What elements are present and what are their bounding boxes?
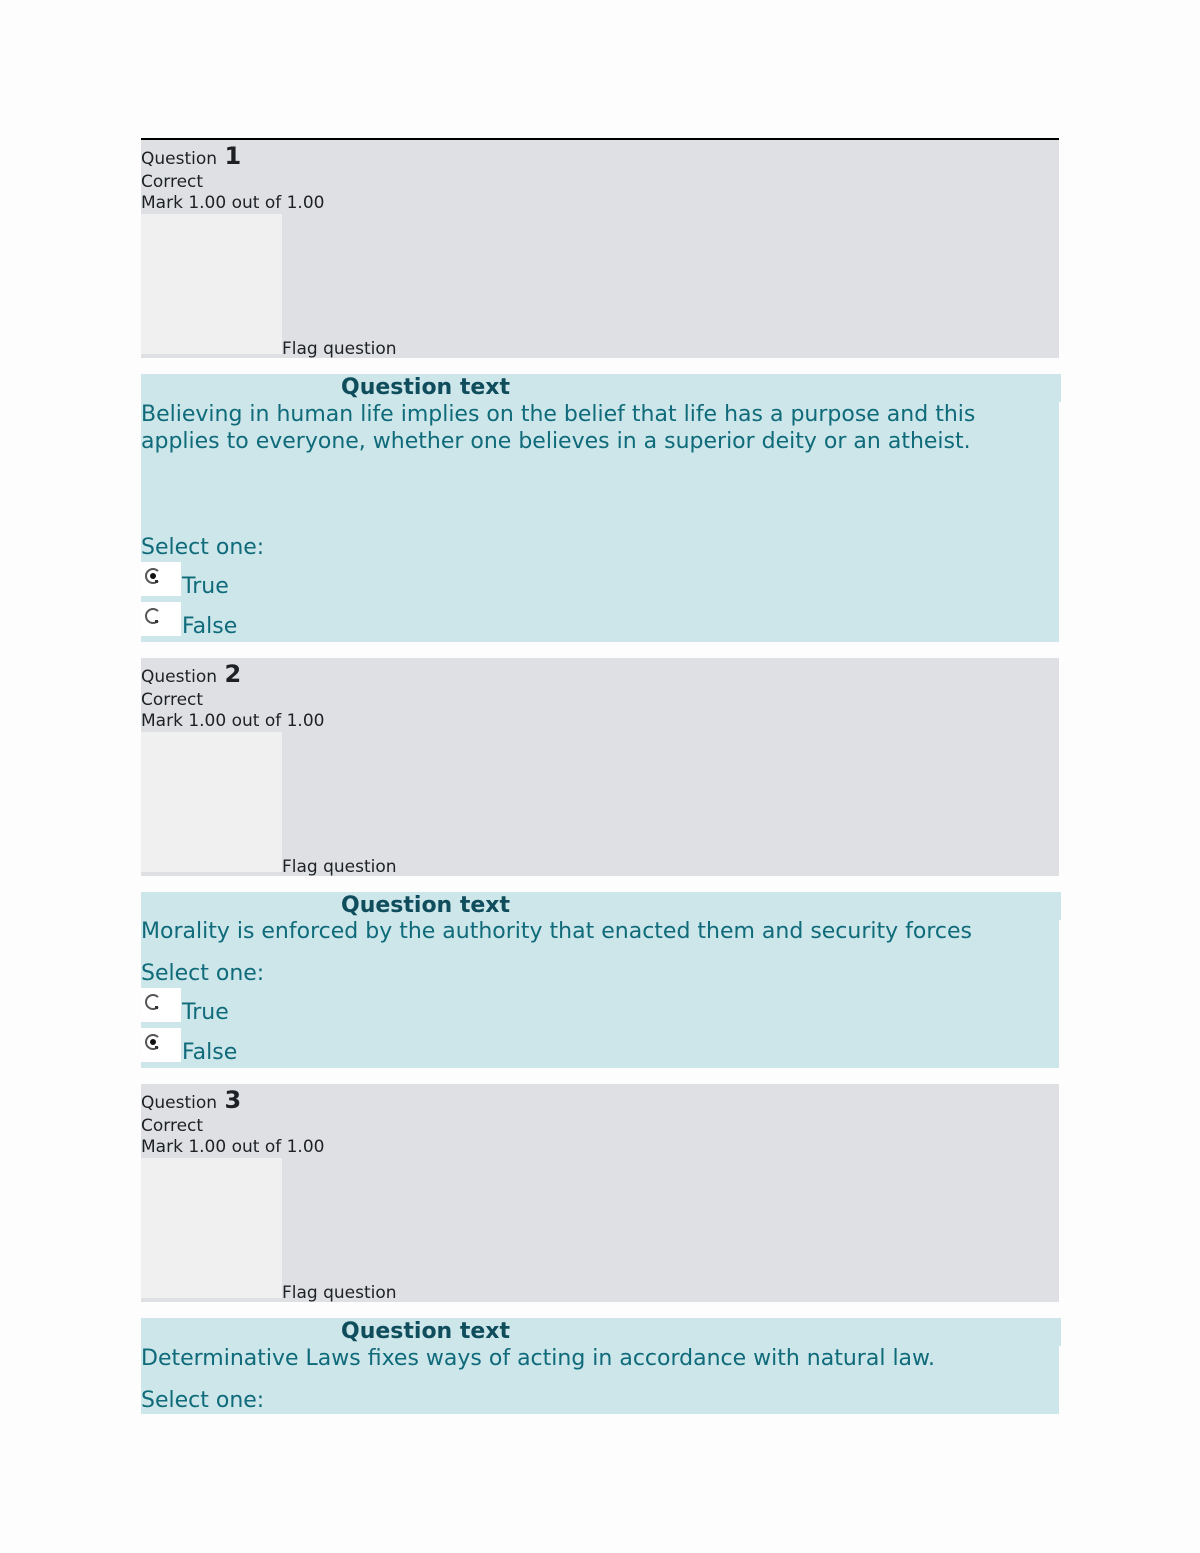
- question-label: Question: [141, 149, 218, 169]
- question-formulation-3: [141, 1318, 1059, 1414]
- option-label[interactable]: False: [182, 1040, 238, 1065]
- question-text: Morality is enforced by the authority that enacted them and security forces: [141, 919, 973, 944]
- question-info-2: [141, 658, 1059, 876]
- flag-icon[interactable]: [141, 732, 282, 872]
- question-number: [141, 144, 241, 171]
- radio-box[interactable]: [141, 602, 181, 639]
- question-state: Correct: [141, 690, 204, 710]
- question-state: Correct: [141, 1116, 204, 1136]
- option-label[interactable]: True: [182, 574, 229, 599]
- answer-option-false[interactable]: [141, 1028, 441, 1066]
- option-label[interactable]: True: [182, 1000, 229, 1025]
- question-label: Question: [141, 1093, 218, 1113]
- question-info-1: [141, 140, 1059, 358]
- select-one-prompt: Select one:: [141, 961, 265, 986]
- question-text-heading: Question text: [339, 892, 1061, 920]
- radio-checked-icon[interactable]: [145, 568, 161, 584]
- radio-unchecked-icon[interactable]: [145, 994, 161, 1010]
- question-formulation-1: [141, 374, 1059, 642]
- question-text: Believing in human life implies on the belief that life has a purpose and this applies to everyone, whether one believes in a superior deity or an atheist.: [141, 402, 976, 454]
- question-state: Correct: [141, 172, 204, 192]
- quiz-review-page: [141, 138, 1059, 1414]
- flag-icon[interactable]: [141, 1158, 282, 1298]
- radio-checked-icon[interactable]: [145, 1034, 161, 1050]
- question-number-value: 1: [224, 142, 242, 170]
- select-one-prompt: Select one:: [141, 1388, 265, 1413]
- radio-box[interactable]: [141, 562, 181, 599]
- radio-box[interactable]: [141, 1028, 181, 1065]
- flag-question-link[interactable]: Flag question: [282, 339, 397, 359]
- answer-option-true[interactable]: [141, 988, 441, 1026]
- option-label[interactable]: False: [182, 614, 238, 639]
- question-number-value: 3: [224, 1086, 242, 1114]
- question-number: [141, 1088, 241, 1115]
- answer-option-true[interactable]: [141, 562, 441, 600]
- question-grade: Mark 1.00 out of 1.00: [141, 193, 325, 213]
- question-number: [141, 662, 241, 689]
- flag-question-link[interactable]: Flag question: [282, 1283, 397, 1303]
- question-label: Question: [141, 667, 218, 687]
- select-one-prompt: Select one:: [141, 535, 265, 560]
- question-text-heading: Question text: [339, 1318, 1061, 1346]
- question-grade: Mark 1.00 out of 1.00: [141, 1137, 325, 1157]
- question-grade: Mark 1.00 out of 1.00: [141, 711, 325, 731]
- radio-box[interactable]: [141, 988, 181, 1025]
- question-text: Determinative Laws fixes ways of acting in accordance with natural law.: [141, 1346, 935, 1371]
- question-text-heading: Question text: [339, 374, 1061, 402]
- question-number-value: 2: [224, 660, 242, 688]
- radio-unchecked-icon[interactable]: [145, 608, 161, 624]
- question-formulation-2: [141, 892, 1059, 1068]
- question-info-3: [141, 1084, 1059, 1302]
- answer-option-false[interactable]: [141, 602, 441, 640]
- flag-question-link[interactable]: Flag question: [282, 857, 397, 877]
- flag-icon[interactable]: [141, 214, 282, 354]
